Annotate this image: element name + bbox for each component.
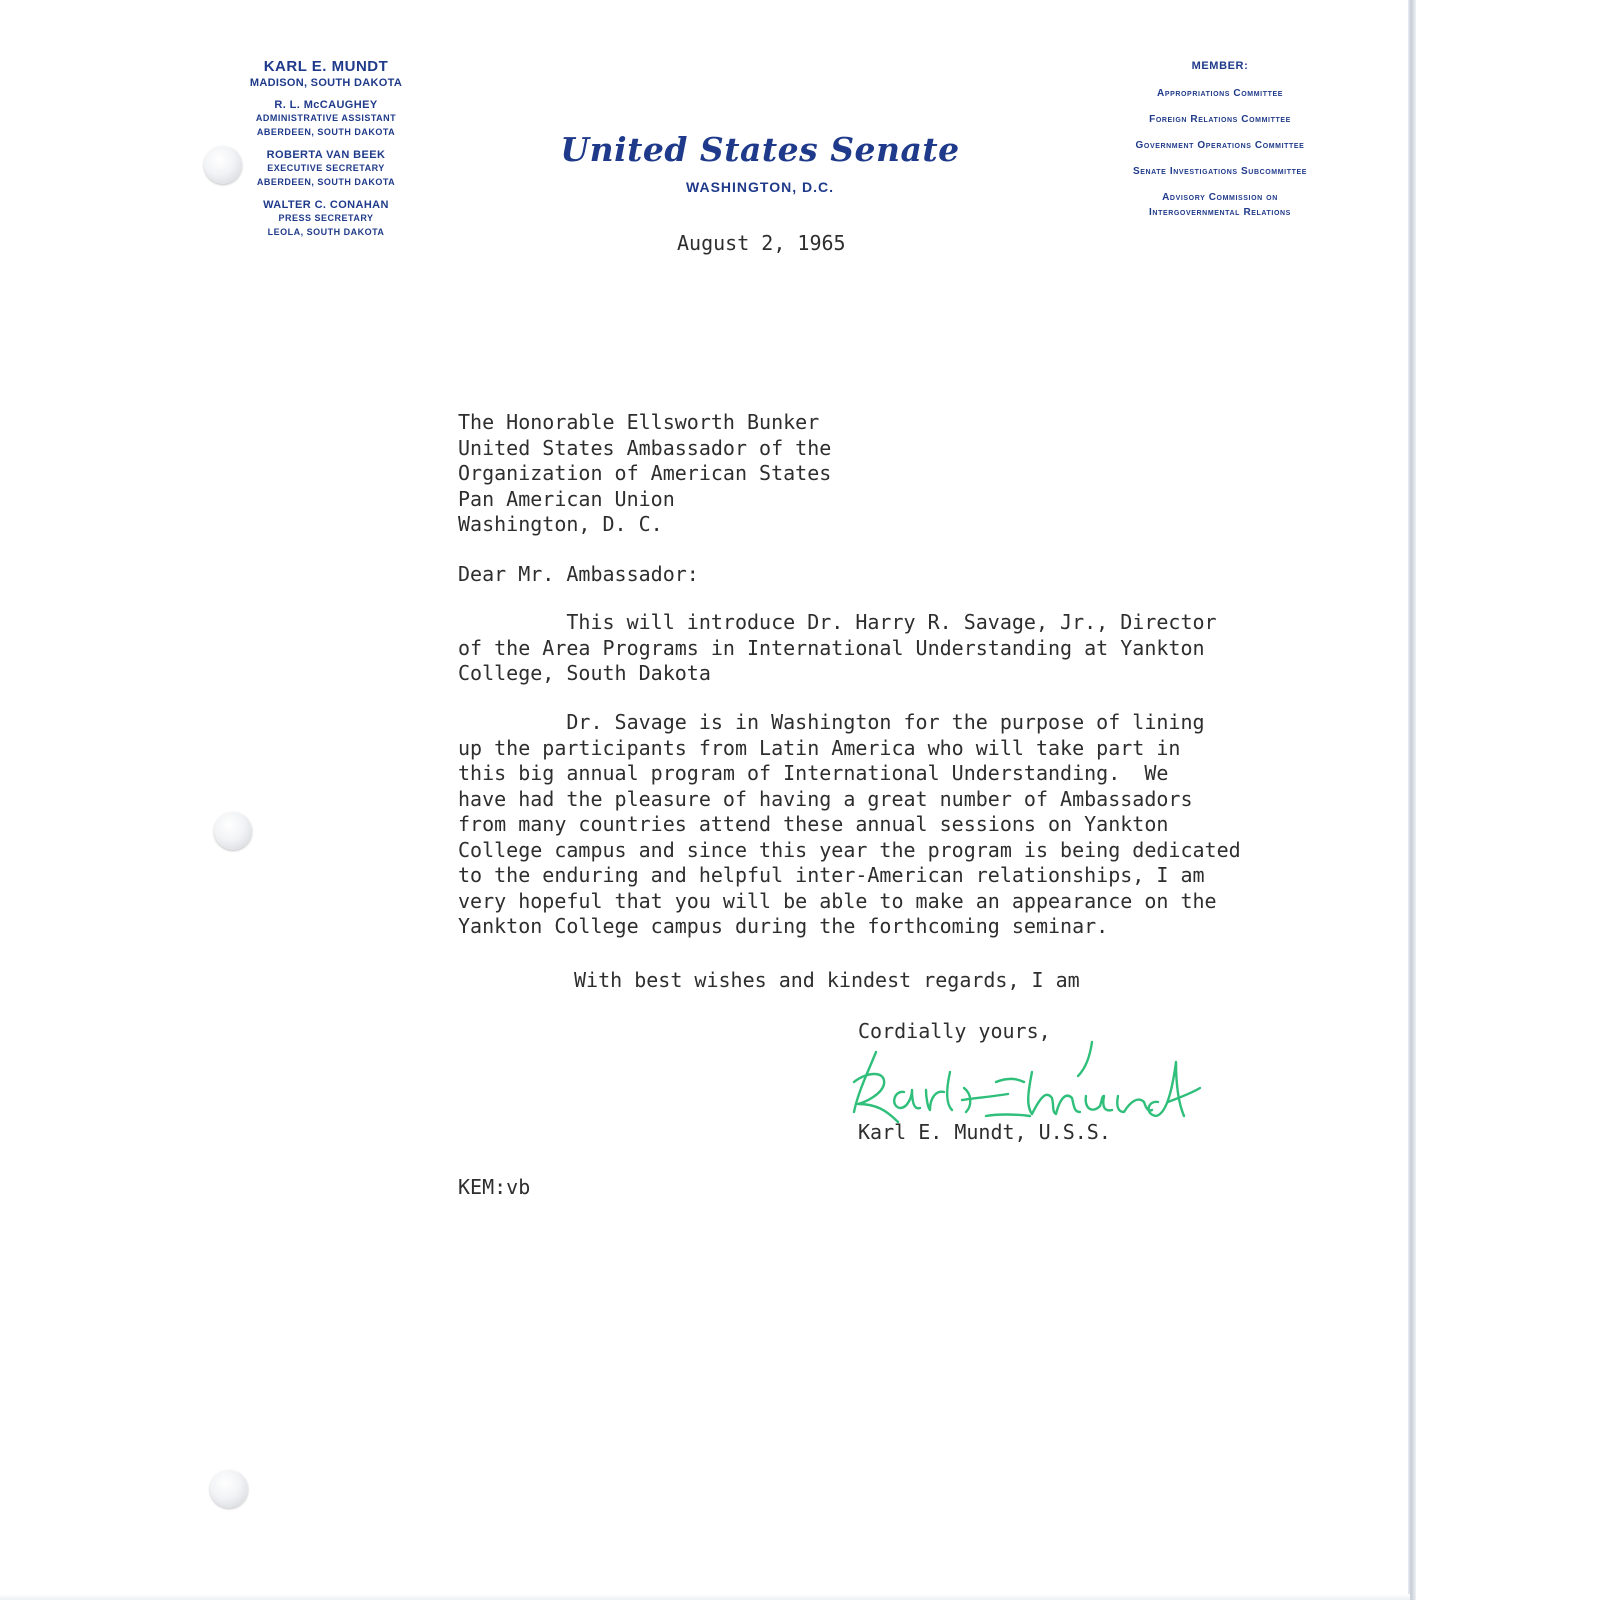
paragraph-line: from many countries attend these annual sessions on Yankton (458, 812, 1169, 836)
punch-hole-bottom (210, 1470, 248, 1508)
page-bottom-shadow (0, 1594, 1410, 1600)
address-line: The Honorable Ellsworth Bunker (458, 410, 820, 434)
senate-title: United States Senate (560, 130, 960, 169)
closing-line: With best wishes and kindest regards, I am (574, 968, 1080, 992)
staff-entry (226, 199, 426, 239)
signer-name: Karl E. Mundt, U.S.S. (858, 1120, 1111, 1144)
senate-city: WASHINGTON, D.C. (686, 179, 834, 195)
letterhead-staff-column (226, 58, 426, 239)
staff-entry (226, 149, 426, 189)
address-line: Washington, D. C. (458, 512, 663, 536)
staff-location: ABERDEEN, SOUTH DAKOTA (256, 177, 396, 187)
committee-item: Appropriations Committee (1157, 88, 1283, 99)
paragraph-line: have had the pleasure of having a great number of Ambassadors (458, 786, 1193, 811)
committee-item: Advisory Commission on Intergovernmental Relations (1149, 192, 1291, 218)
staff-location: LEOLA, SOUTH DAKOTA (267, 227, 385, 237)
committee-item: Senate Investigations Subcommittee (1132, 166, 1308, 177)
address-line: Organization of American States (458, 461, 832, 485)
paragraph-introduction (458, 610, 1217, 687)
address-line: United States Ambassador of the (458, 435, 832, 460)
paragraph-line: this big annual program of International Understanding. We (458, 761, 1169, 785)
salutation: Dear Mr. Ambassador: (458, 562, 699, 586)
staff-location: ABERDEEN, SOUTH DAKOTA (256, 127, 396, 137)
paragraph-line: This will introduce Dr. Harry R. Savage, Jr., Director (458, 610, 1217, 634)
staff-title: PRESS SECRETARY (278, 213, 374, 223)
paragraph-line: very hopeful that you will be able to make an appearance on the (458, 888, 1217, 913)
letterhead-center (560, 130, 960, 195)
staff-name: ROBERTA VAN BEEK (266, 149, 386, 161)
paragraph-line: Dr. Savage is in Washington for the purpose of lining (458, 710, 1205, 734)
paragraph-line: Yankton College campus during the forthcoming seminar. (458, 914, 1109, 938)
staff-entry (226, 99, 426, 139)
letter-date: August 2, 1965 (677, 231, 846, 255)
paragraph-line: of the Area Programs in International Understanding at Yankton (458, 635, 1205, 660)
senator-location: MADISON, SOUTH DAKOTA (249, 77, 403, 89)
paragraph-line: College, South Dakota (458, 661, 711, 685)
staff-title: ADMINISTRATIVE ASSISTANT (255, 113, 397, 123)
typist-initials: KEM:vb (458, 1175, 531, 1199)
recipient-address (458, 410, 831, 538)
paragraph-purpose (458, 710, 1241, 940)
staff-name: R. L. McCAUGHEY (274, 99, 378, 111)
address-line: Pan American Union (458, 486, 675, 511)
letterhead-committees (1090, 60, 1350, 220)
page-edge-shadow (1408, 0, 1416, 1600)
punch-hole-middle (214, 812, 252, 850)
staff-title: EXECUTIVE SECRETARY (267, 163, 385, 173)
paragraph-line: to the enduring and helpful inter-American relationships, I am (458, 863, 1205, 887)
paragraph-line: up the participants from Latin America who will take part in (458, 735, 1181, 760)
committee-item: Foreign Relations Committee (1149, 114, 1291, 125)
senator-name: KARL E. MUNDT (263, 58, 389, 75)
member-label: MEMBER: (1191, 60, 1249, 72)
complimentary-close: Cordially yours, (858, 1019, 1051, 1043)
staff-name: WALTER C. CONAHAN (263, 199, 389, 211)
paragraph-line: College campus and since this year the program is being dedicated (458, 837, 1241, 862)
committee-item: Government Operations Committee (1135, 140, 1305, 151)
